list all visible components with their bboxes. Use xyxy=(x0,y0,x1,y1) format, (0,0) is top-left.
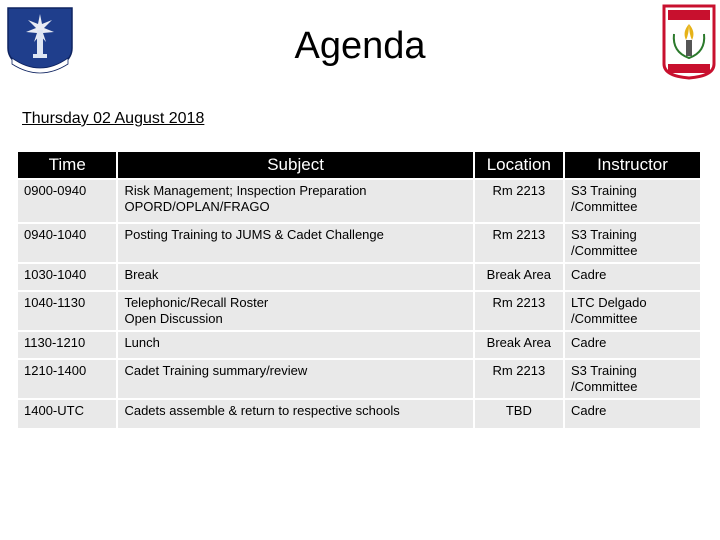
cell-subject xyxy=(118,264,472,290)
cell-subject xyxy=(118,292,472,330)
cell-instructor xyxy=(565,224,700,262)
cell-subject xyxy=(118,224,472,262)
subject-line: Posting Training to JUMS & Cadet Challenge xyxy=(124,227,384,242)
cell-subject xyxy=(118,400,472,428)
cell-instructor xyxy=(565,360,700,398)
header-time: Time xyxy=(18,152,116,178)
instructor-line: /Committee xyxy=(570,311,638,326)
table-row xyxy=(18,292,700,330)
cell-location: Rm 2213 xyxy=(475,292,563,330)
instructor-line: Cadre xyxy=(570,335,607,350)
instructor-line: /Committee xyxy=(570,379,638,394)
cell-location: Rm 2213 xyxy=(475,360,563,398)
cell-instructor xyxy=(565,180,700,222)
cell-location: Break Area xyxy=(475,332,563,358)
subject-line: Cadets assemble & return to respective schools xyxy=(124,403,400,418)
agenda-table xyxy=(16,150,702,430)
table-header-row xyxy=(18,152,700,178)
instructor-line: Cadre xyxy=(570,267,607,282)
header-subject: Subject xyxy=(118,152,472,178)
page-title: Agenda xyxy=(294,25,426,67)
subject-line: Risk Management; Inspection Preparation xyxy=(124,183,367,198)
header-instructor: Instructor xyxy=(565,152,700,178)
table-row xyxy=(18,332,700,358)
instructor-line: S3 Training xyxy=(570,183,637,198)
cell-instructor xyxy=(565,400,700,428)
cell-time: 0900-0940 xyxy=(18,180,116,222)
cell-location: TBD xyxy=(475,400,563,428)
instructor-line: S3 Training xyxy=(570,363,637,378)
subject-line: Break xyxy=(124,267,159,282)
instructor-line: LTC Delgado xyxy=(570,295,647,310)
cell-subject xyxy=(118,332,472,358)
instructor-line: /Committee xyxy=(570,199,638,214)
subject-line: OPORD/OPLAN/FRAGO xyxy=(124,199,270,214)
cell-time: 0940-1040 xyxy=(18,224,116,262)
subject-line: Lunch xyxy=(124,335,160,350)
cell-instructor xyxy=(565,332,700,358)
agenda-date: Thursday 02 August 2018 xyxy=(22,110,205,127)
instructor-line: S3 Training xyxy=(570,227,637,242)
cell-location: Break Area xyxy=(475,264,563,290)
table-row xyxy=(18,224,700,262)
table-row xyxy=(18,360,700,398)
cell-time: 1400-UTC xyxy=(18,400,116,428)
subject-line: Telephonic/Recall Roster xyxy=(124,295,269,310)
subject-line: Cadet Training summary/review xyxy=(124,363,308,378)
cell-time: 1040-1130 xyxy=(18,292,116,330)
cell-time: 1030-1040 xyxy=(18,264,116,290)
cell-instructor xyxy=(565,292,700,330)
cell-location: Rm 2213 xyxy=(475,180,563,222)
cell-subject xyxy=(118,360,472,398)
cell-location: Rm 2213 xyxy=(475,224,563,262)
table-row xyxy=(18,264,700,290)
instructor-line: Cadre xyxy=(570,403,607,418)
instructor-line: /Committee xyxy=(570,243,638,258)
cell-time: 1130-1210 xyxy=(18,332,116,358)
cell-time: 1210-1400 xyxy=(18,360,116,398)
table-row xyxy=(18,180,700,222)
cell-instructor xyxy=(565,264,700,290)
table-row xyxy=(18,400,700,428)
subject-line: Open Discussion xyxy=(124,311,223,326)
cell-subject xyxy=(118,180,472,222)
header-location: Location xyxy=(475,152,563,178)
